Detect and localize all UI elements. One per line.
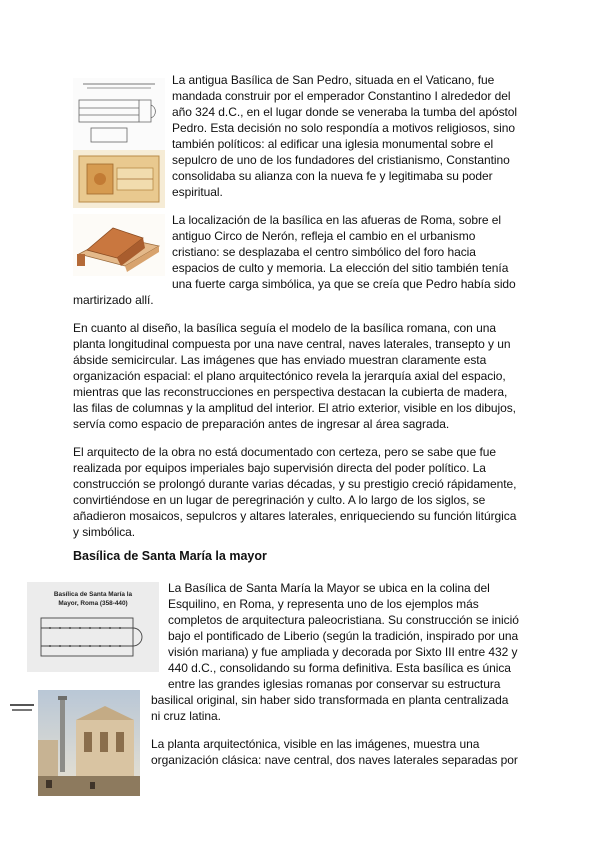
text-line: antiguo Circo de Nerón, refleja el cambio en el urbanismo bbox=[172, 229, 476, 243]
paragraph-san-pedro-design bbox=[73, 320, 516, 432]
text-line: espacios de culto y memoria. La elección del sitio también tenía bbox=[172, 261, 509, 275]
text-line: las filas de columnas y la amplitud del interior. El atrio exterior, visible en los dibujos, bbox=[73, 401, 516, 415]
text-line: mientras que las reconstrucciones en perspectiva destacan la cubierta de madera, bbox=[73, 385, 508, 399]
figure-san-pedro-plan bbox=[73, 78, 165, 150]
text-line: sepulcro de uno de los fundadores del cristianismo, Constantino bbox=[172, 153, 510, 167]
figure-san-pedro-color-plan bbox=[73, 150, 165, 208]
text-line: Pedro. Esta decisión no solo respondía a motivos religiosos, sino bbox=[172, 121, 515, 135]
text-line: La planta arquitectónica, visible en las imágenes, muestra una bbox=[151, 737, 480, 751]
section-heading-santa-maria: Basílica de Santa María la mayor bbox=[73, 549, 267, 563]
text-line: entre las grandes iglesias romanas por conservar su estructura bbox=[168, 677, 501, 691]
text-line: cristiano: se desplazaba el centro simbólico del foro hacia bbox=[172, 245, 476, 259]
text-line: y simbólica. bbox=[73, 525, 136, 539]
text-line: Esquilino, en Roma, y representa uno de los ejemplos más bbox=[168, 597, 479, 611]
text-line: espiritual. bbox=[172, 185, 223, 199]
figure-santa-maria-photo-caption bbox=[10, 702, 36, 714]
text-line: organización clásica: nave central, dos naves laterales separadas por bbox=[151, 753, 518, 767]
text-line: martirizado allí. bbox=[73, 293, 154, 307]
text-line: servía como espacio de preparación antes de ingresar al área sagrada. bbox=[73, 417, 450, 431]
text-line: La Basílica de Santa María la Mayor se ubica en la colina del bbox=[168, 581, 490, 595]
text-line: basilical original, sin haber sido transformada en planta centralizada bbox=[151, 693, 509, 707]
text-line: ni cruz latina. bbox=[151, 709, 221, 723]
text-line: completos de arquitectura paleocristiana. Su construcción se inició bbox=[168, 613, 519, 627]
text-line: planta longitudinal compuesta por una nave central, naves laterales, transepto y un bbox=[73, 337, 511, 351]
text-line: bajo el pontificado de Liberio (según la tradición, inspirado por una bbox=[168, 629, 519, 643]
paragraph-san-pedro-location-end bbox=[73, 292, 154, 308]
text-line: consolidaba su alianza con la nueva fe y legitimaba su poder bbox=[172, 169, 493, 183]
text-line: construcción se prolongó durante varias décadas, y su prestigio creció rápidamente, bbox=[73, 477, 517, 491]
text-line: una fuerte carga simbólica, ya que se creía que Pedro había sido bbox=[172, 277, 516, 291]
paragraph-santa-maria-intro-end bbox=[151, 692, 508, 724]
figure-san-pedro-reconstruction bbox=[73, 214, 165, 276]
text-line: realizada por equipos imperiales bajo supervisión directa del poder político. La bbox=[73, 461, 486, 475]
text-line: año 324 d.C., en el lugar donde se veneraba la tumba del apóstol bbox=[172, 105, 518, 119]
text-line: El arquitecto de la obra no está documentado con certeza, pero se sabe que fue bbox=[73, 445, 497, 459]
text-line: 440 d.C., consolidando su forma definitiva. Esta basílica es única bbox=[168, 661, 511, 675]
text-line: organización espacial: el plano arquitectónico revela la jerarquía axial del espacio, bbox=[73, 369, 506, 383]
paragraph-san-pedro-architect bbox=[73, 444, 516, 540]
figure-santa-maria-facade bbox=[38, 690, 140, 796]
text-line: añadieron mosaicos, sepulcros y altares laterales, enriqueciendo su función litúrgica bbox=[73, 509, 517, 523]
text-line: La antigua Basílica de San Pedro, situada en el Vaticano, fue bbox=[172, 73, 495, 87]
text-line: también políticos: al edificar una iglesia monumental sobre el bbox=[172, 137, 494, 151]
paragraph-san-pedro-intro bbox=[172, 72, 517, 200]
text-line: ábside semicircular. Las imágenes que has enviado muestran claramente esta bbox=[73, 353, 487, 367]
text-line: convirtiéndose en un lugar de peregrinación y culto. A lo largo de los siglos, se bbox=[73, 493, 486, 507]
plan-caption-line-1: Basílica de Santa María la bbox=[53, 591, 133, 598]
text-line: La localización de la basílica en las afueras de Roma, sobre el bbox=[172, 213, 502, 227]
text-line: En cuanto al diseño, la basílica seguía el modelo de la basílica romana, con una bbox=[73, 321, 496, 335]
paragraph-santa-maria-plan bbox=[151, 736, 518, 768]
text-line: mandada construir por el emperador Constantino I alrededor del bbox=[172, 89, 511, 103]
plan-caption-line-2: Mayor, Roma (358-440) bbox=[58, 600, 128, 607]
paragraph-santa-maria-intro bbox=[168, 580, 519, 692]
text-line: visión mariana) y fue ampliada y decorada por Sixto III entre 432 y bbox=[168, 645, 518, 659]
figure-santa-maria-plan bbox=[27, 582, 159, 672]
paragraph-san-pedro-location bbox=[172, 212, 516, 292]
